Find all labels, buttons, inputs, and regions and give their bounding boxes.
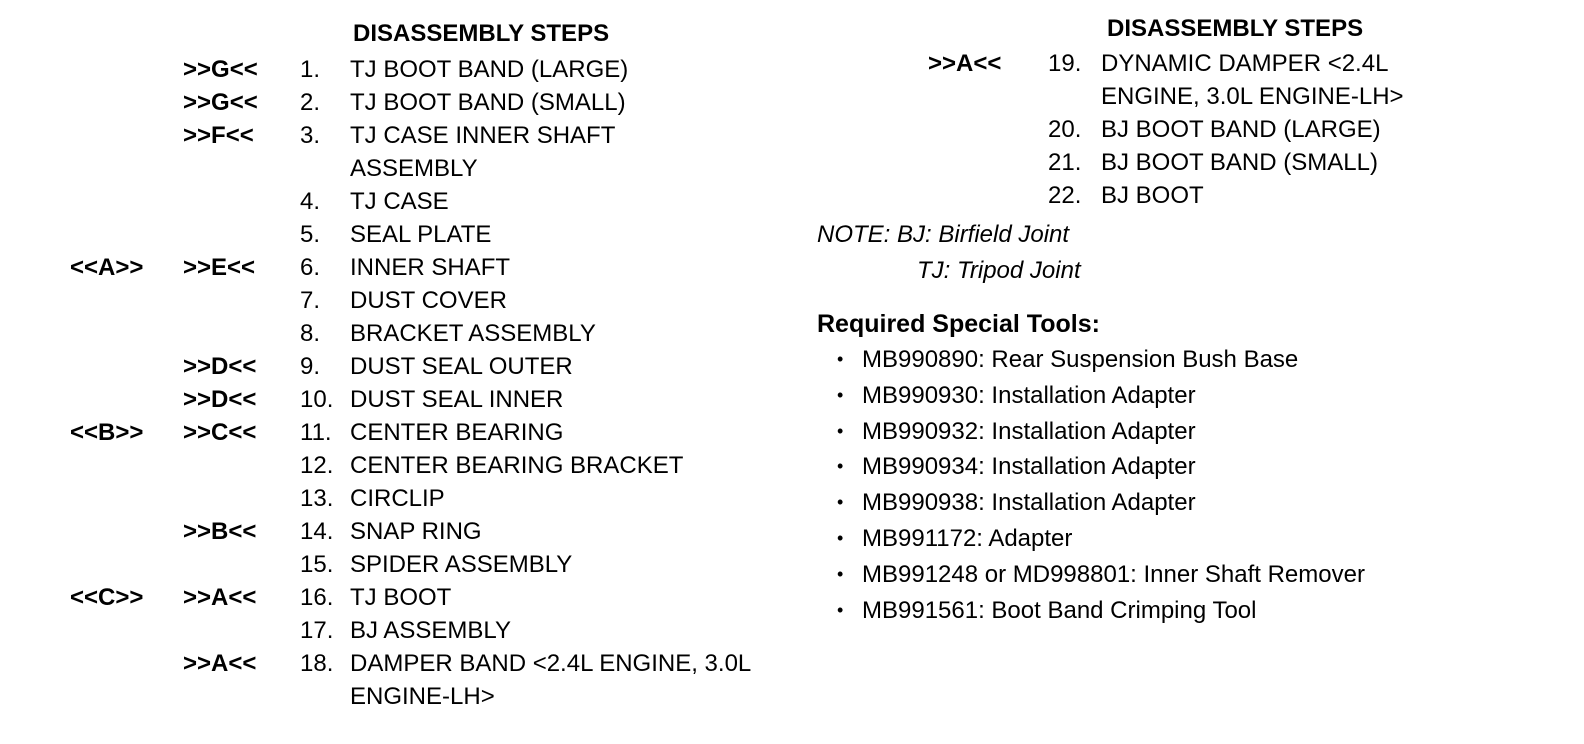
step-ref-a bbox=[0, 185, 183, 218]
tool-item bbox=[817, 521, 1577, 557]
step-19 bbox=[820, 47, 1461, 113]
tool-text: MB990890: Rear Suspension Bush Base bbox=[862, 346, 1299, 373]
step-ref-b: >>A<< bbox=[183, 650, 257, 677]
step-ref-a bbox=[0, 86, 183, 119]
step-10 bbox=[0, 383, 770, 416]
step-ref-b: >>G<< bbox=[183, 56, 258, 83]
step-ref-b: >>A<< bbox=[183, 584, 257, 611]
tool-item bbox=[817, 593, 1577, 629]
step-ref-b bbox=[183, 218, 300, 251]
step-ref-b bbox=[183, 449, 300, 482]
step-ref-a bbox=[0, 317, 183, 350]
special-tools-title: Required Special Tools: bbox=[817, 310, 1100, 338]
step-ref-b: >>D<< bbox=[183, 353, 257, 380]
step-ref-a bbox=[0, 449, 183, 482]
tool-text: MB991172: Adapter bbox=[862, 524, 1073, 552]
step-number: 3. bbox=[300, 122, 321, 149]
step-ref-b bbox=[820, 113, 1048, 146]
tool-item bbox=[817, 342, 1577, 378]
step-13 bbox=[0, 482, 770, 515]
step-number: 14. bbox=[300, 518, 334, 545]
step-number: 13. bbox=[300, 485, 334, 512]
tool-text: MB991561: Boot Band Crimping Tool bbox=[862, 596, 1257, 624]
step-text: BJ BOOT BAND (LARGE) bbox=[1101, 116, 1381, 143]
step-16 bbox=[0, 581, 770, 614]
step-ref-a bbox=[0, 614, 183, 647]
step-ref-a bbox=[0, 350, 183, 383]
step-number: 9. bbox=[300, 353, 321, 380]
step-1 bbox=[0, 53, 770, 86]
step-number: 7. bbox=[300, 287, 321, 314]
step-15 bbox=[0, 548, 770, 581]
bullet-icon: • bbox=[837, 563, 844, 584]
step-22 bbox=[820, 179, 1461, 212]
bullet-icon: • bbox=[837, 456, 844, 477]
step-5 bbox=[0, 218, 770, 251]
right-disassembly-heading: DISASSEMBLY STEPS bbox=[1107, 15, 1364, 42]
step-4 bbox=[0, 185, 770, 218]
step-8 bbox=[0, 317, 770, 350]
bullet-icon: • bbox=[837, 527, 844, 548]
step-ref-a bbox=[0, 284, 183, 317]
step-text: TJ BOOT BAND (LARGE) bbox=[350, 56, 629, 83]
step-ref-a: <<C>> bbox=[70, 584, 144, 611]
step-ref-b bbox=[183, 185, 300, 218]
tool-item bbox=[817, 414, 1577, 450]
step-text: SPIDER ASSEMBLY bbox=[350, 551, 573, 578]
left-disassembly-heading: DISASSEMBLY STEPS bbox=[353, 20, 610, 47]
step-number: 11. bbox=[300, 419, 332, 446]
bullet-icon: • bbox=[837, 420, 844, 441]
step-ref-a bbox=[0, 548, 183, 581]
note-line-1: NOTE: BJ: Birfield Joint bbox=[817, 221, 1070, 248]
step-number: 6. bbox=[300, 254, 321, 281]
step-ref-b bbox=[183, 284, 300, 317]
step-ref-a bbox=[0, 383, 183, 416]
step-text: TJ BOOT bbox=[350, 584, 452, 611]
step-number: 2. bbox=[300, 89, 321, 116]
step-text: CENTER BEARING BRACKET bbox=[350, 452, 684, 479]
step-ref-b bbox=[183, 482, 300, 515]
step-ref-b: >>G<< bbox=[183, 89, 258, 116]
bullet-icon: • bbox=[837, 599, 844, 620]
step-number: 15. bbox=[300, 551, 334, 578]
step-21 bbox=[820, 146, 1461, 179]
note-line-2-row bbox=[817, 253, 1081, 289]
step-text: DYNAMIC DAMPER <2.4L ENGINE, 3.0L ENGINE-LH> bbox=[1101, 50, 1404, 110]
step-ref-a bbox=[0, 119, 183, 185]
step-number: 17. bbox=[300, 617, 334, 644]
step-text: TJ CASE bbox=[350, 188, 449, 215]
step-text: SNAP RING bbox=[350, 518, 482, 545]
step-number: 4. bbox=[300, 188, 321, 215]
step-ref-b bbox=[183, 317, 300, 350]
step-number: 21. bbox=[1048, 149, 1082, 176]
tool-item bbox=[817, 449, 1577, 485]
tool-text: MB991248 or MD998801: Inner Shaft Remover bbox=[862, 560, 1365, 588]
step-ref-b bbox=[820, 146, 1048, 179]
step-ref-a bbox=[0, 482, 183, 515]
step-6 bbox=[0, 251, 770, 284]
tool-item bbox=[817, 378, 1577, 414]
step-ref-a: <<A>> bbox=[70, 254, 144, 281]
step-text: INNER SHAFT bbox=[350, 254, 511, 281]
step-number: 5. bbox=[300, 221, 321, 248]
step-14 bbox=[0, 515, 770, 548]
bullet-icon: • bbox=[837, 384, 844, 405]
step-ref-b bbox=[183, 614, 300, 647]
step-ref-b: >>C<< bbox=[183, 419, 257, 446]
joint-note bbox=[817, 217, 1081, 289]
step-text: CENTER BEARING bbox=[350, 419, 564, 446]
step-ref-b: >>B<< bbox=[183, 518, 257, 545]
step-text: DUST SEAL OUTER bbox=[350, 353, 573, 380]
step-text: BJ BOOT BAND (SMALL) bbox=[1101, 149, 1378, 176]
step-text: DAMPER BAND <2.4L ENGINE, 3.0L ENGINE-LH> bbox=[350, 650, 751, 710]
step-11 bbox=[0, 416, 770, 449]
step-ref-b bbox=[820, 179, 1048, 212]
step-text: CIRCLIP bbox=[350, 485, 445, 512]
step-ref-a bbox=[0, 53, 183, 86]
step-text: TJ BOOT BAND (SMALL) bbox=[350, 89, 626, 116]
bullet-icon: • bbox=[837, 492, 844, 513]
left-steps-list bbox=[0, 53, 770, 713]
bullet-icon: • bbox=[837, 349, 844, 369]
step-text: TJ CASE INNER SHAFT ASSEMBLY bbox=[350, 122, 615, 182]
step-text: BJ BOOT bbox=[1101, 182, 1204, 209]
step-7 bbox=[0, 284, 770, 317]
step-number: 22. bbox=[1048, 182, 1082, 209]
step-ref-b: >>D<< bbox=[183, 386, 257, 413]
step-ref-a bbox=[0, 647, 183, 713]
tool-item bbox=[817, 485, 1577, 521]
step-17 bbox=[0, 614, 770, 647]
tool-text: MB990932: Installation Adapter bbox=[862, 417, 1196, 445]
step-number: 8. bbox=[300, 320, 321, 347]
step-number: 19. bbox=[1048, 50, 1082, 77]
tool-text: MB990934: Installation Adapter bbox=[862, 453, 1196, 481]
step-text: BJ ASSEMBLY bbox=[350, 617, 511, 644]
tool-text: MB990930: Installation Adapter bbox=[862, 381, 1196, 409]
step-ref-a: <<B>> bbox=[70, 419, 144, 446]
step-9 bbox=[0, 350, 770, 383]
step-3 bbox=[0, 119, 770, 185]
step-text: SEAL PLATE bbox=[350, 221, 492, 248]
step-ref-b: >>E<< bbox=[183, 254, 256, 281]
special-tools-section bbox=[817, 306, 1577, 628]
note-line-2: TJ: Tripod Joint bbox=[917, 257, 1081, 284]
step-text: DUST SEAL INNER bbox=[350, 386, 564, 413]
step-ref-b: >>F<< bbox=[183, 122, 254, 149]
special-tools-list bbox=[817, 342, 1577, 628]
tool-text: MB990938: Installation Adapter bbox=[862, 489, 1196, 517]
step-text: DUST COVER bbox=[350, 287, 507, 314]
step-12 bbox=[0, 449, 770, 482]
step-ref-a bbox=[0, 218, 183, 251]
step-ref-b: >>A<< bbox=[928, 50, 1002, 77]
step-ref-b bbox=[183, 548, 300, 581]
step-number: 18. bbox=[300, 650, 334, 677]
step-2 bbox=[0, 86, 770, 119]
step-text: BRACKET ASSEMBLY bbox=[350, 320, 596, 347]
step-number: 10. bbox=[300, 386, 334, 413]
step-number: 16. bbox=[300, 584, 334, 611]
step-number: 20. bbox=[1048, 116, 1082, 143]
step-18 bbox=[0, 647, 770, 713]
step-number: 1. bbox=[300, 56, 321, 83]
step-ref-a bbox=[0, 515, 183, 548]
right-steps-list bbox=[820, 47, 1461, 212]
step-number: 12. bbox=[300, 452, 334, 479]
tool-item bbox=[817, 557, 1577, 593]
step-20 bbox=[820, 113, 1461, 146]
